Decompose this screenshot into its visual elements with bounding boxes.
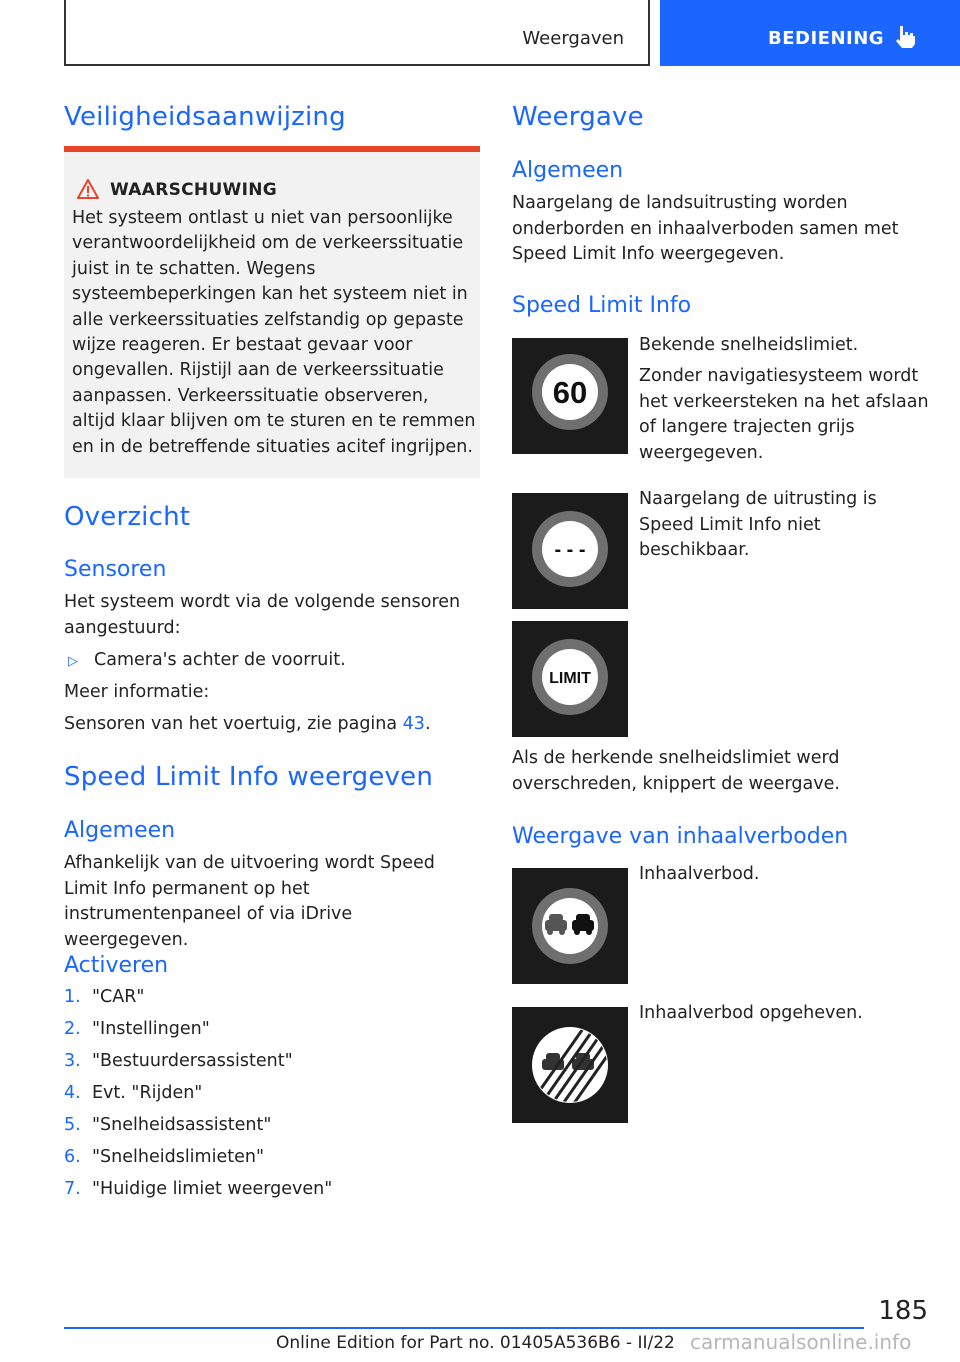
sign-limit-label: LIMIT [549, 670, 591, 687]
right-general-text: Naargelang de landsuitrusting worden onderborden en inhaalverboden samen met Speed Limit Info weergegeven. [512, 193, 899, 264]
limit-sign [512, 621, 628, 737]
sensors-page-link[interactable]: 43 [402, 714, 425, 734]
speed-limit-unavailable-sign [512, 493, 628, 609]
warning-title: WAARSCHUWING [110, 180, 278, 200]
display-heading: Weergave [512, 102, 644, 132]
sli-display-heading: Speed Limit Info weergeven [64, 762, 434, 792]
step-item: 4. Evt. "Rijden" [64, 1083, 203, 1103]
sensors-reference [64, 712, 431, 738]
left-general-heading: Algemeen [64, 818, 176, 843]
step-item: 5. "Snelheidsassistent" [64, 1115, 272, 1135]
header-section-title: Weergaven [522, 28, 624, 49]
step-item: 7. "Huidige limiet weergeven" [64, 1179, 333, 1199]
warning-box [64, 146, 480, 478]
sensors-reference-end: . [424, 714, 431, 734]
exceeded-text: Als de herkende snelheidslimiet werd overschreden, knippert de weergave. [512, 748, 840, 794]
footer-divider [64, 1327, 864, 1329]
speed-limit-60-sign [512, 338, 628, 454]
sign-dash-label: - - - [554, 539, 586, 561]
overtake-heading: Weergave van inhaalverboden [512, 824, 849, 849]
overview-heading: Overzicht [64, 502, 191, 532]
more-info-label: Meer informatie: [64, 682, 210, 702]
warning-triangle-icon [76, 178, 100, 204]
watermark-text: carmanualsonline.info [690, 1330, 912, 1354]
overtake-text: Inhaalverbod. [639, 864, 760, 884]
header-section-box [64, 0, 650, 66]
step-item: 1. "CAR" [64, 987, 145, 1007]
sign-dash-text: Naargelang de uitrusting is Speed Limit Info niet beschikbaar. [639, 489, 877, 560]
sli-heading: Speed Limit Info [512, 293, 692, 318]
overtake-end-text: Inhaalverbod opgeheven. [639, 1003, 863, 1023]
header-chapter-title: BEDIENING [768, 28, 885, 49]
step-item: 2. "Instellingen" [64, 1019, 210, 1039]
page-number: 185 [878, 1296, 928, 1326]
step-item: 3. "Bestuurdersassistent" [64, 1051, 293, 1071]
step-item: 6. "Snelheidslimieten" [64, 1147, 264, 1167]
pointing-hand-icon [892, 24, 918, 54]
sensors-bullet: Camera's achter de voorruit. [94, 650, 346, 670]
bullet-triangle-icon: ▷ [68, 654, 78, 669]
sign-60-text1: Bekende snelheidslimiet. [639, 335, 859, 355]
sensors-text: Het systeem wordt via de volgende sensoren aangestuurd: [64, 592, 461, 638]
right-general-heading: Algemeen [512, 158, 624, 183]
header-chapter-tab [660, 0, 960, 66]
warning-text: Het systeem ontlast u niet van persoonlijke verantwoordelijkheid om de verkeerssituatie juist in te schatten. Wegens systeembeperkingen kan het systeem niet in alle verkeerssituaties zelfstandig op gepaste wijze reageren. Er bestaat gevaar voor ongevallen. Rijstijl aan de verkeerssituatie aanpassen. Verkeerssituatie observeren, altijd klaar blijven om te sturen en te remmen en in de betreffende situaties acitef ingrijpen. [72, 208, 476, 457]
sensors-heading: Sensoren [64, 557, 167, 582]
footer-edition: Online Edition for Part no. 01405A536B6 - II/22 [276, 1333, 675, 1353]
activate-heading: Activeren [64, 953, 169, 978]
safety-heading: Veiligheidsaanwijzing [64, 102, 346, 132]
sign-60-text2: Zonder navigatiesysteem wordt het verkeersteken na het afslaan of langere trajecten grijs weergegeven. [639, 366, 929, 463]
overtaking-prohibited-sign [512, 868, 628, 984]
left-general-text: Afhankelijk van de uitvoering wordt Speed Limit Info permanent op het instrumentenpaneel of via iDrive weergegeven. [64, 853, 435, 950]
sign-60-label: 60 [552, 375, 588, 410]
overtaking-end-sign [512, 1007, 628, 1123]
sensors-reference-text: Sensoren van het voertuig, zie pagina [64, 714, 403, 734]
